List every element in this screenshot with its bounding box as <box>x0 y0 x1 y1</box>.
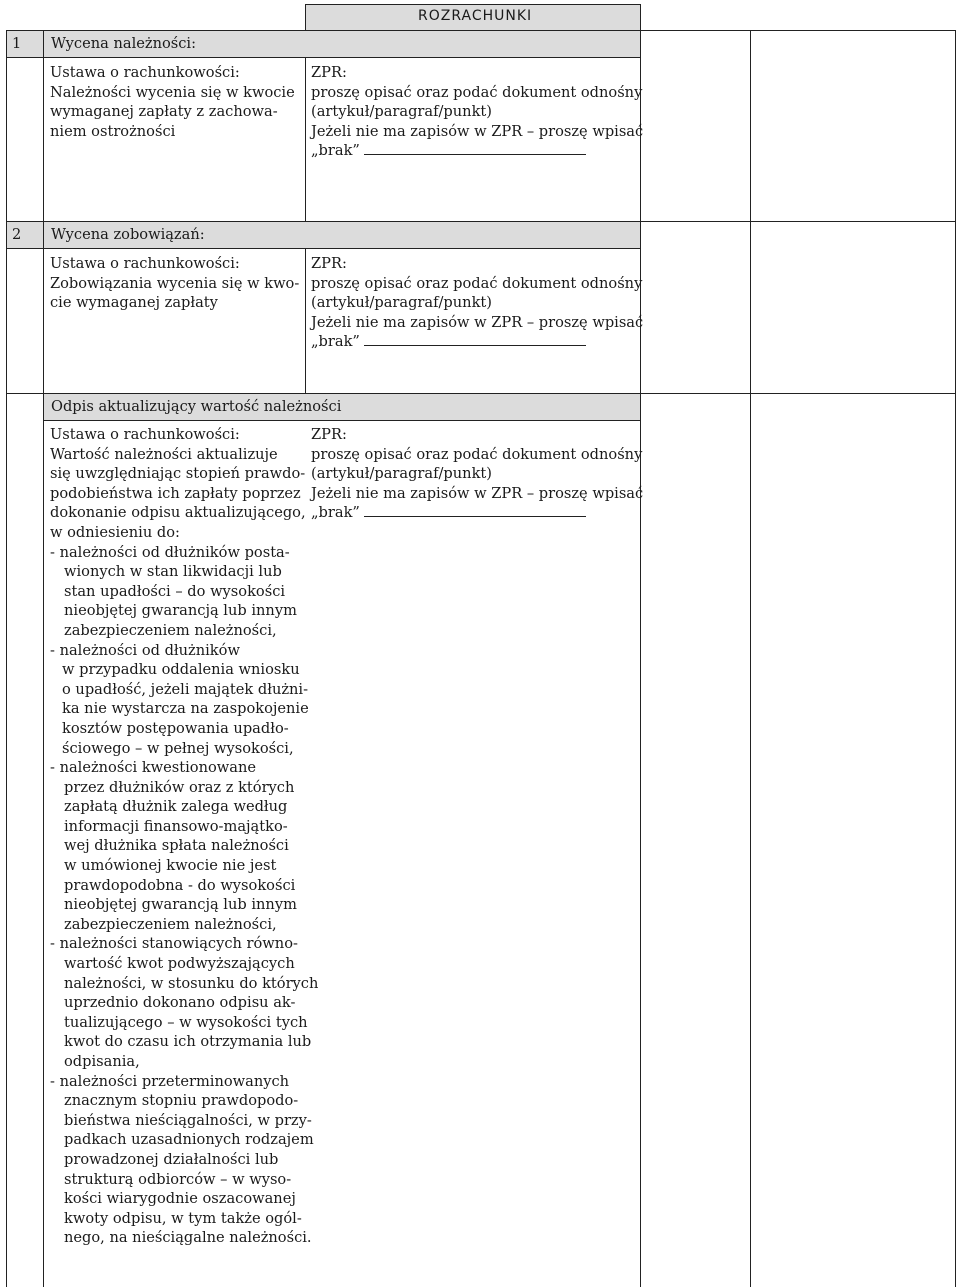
zpr-brak: „brak” <box>311 142 360 160</box>
ustawa-line: niem ostrożności <box>50 122 176 140</box>
list-item-cont: w przypadku oddalenia wniosku <box>62 661 300 679</box>
list-item-cont: zabezpieczeniem należności, <box>64 621 277 639</box>
ustawa-line: Wartość należności aktualizuje <box>50 445 278 463</box>
ustawa-line: Zobowiązania wycenia się w kwo- <box>50 274 300 292</box>
ustawa-label: Ustawa o rachunkowości: <box>50 426 240 443</box>
ustawa-line: się uwzględniając stopień prawdo- <box>50 465 306 483</box>
list-item-cont: nieobjętej gwarancją lub innym <box>64 602 297 620</box>
zpr-line: proszę opisać oraz podać dokument odnośny <box>311 274 643 292</box>
zpr-line: (artykuł/paragraf/punkt) <box>311 294 492 312</box>
rule <box>43 30 44 1287</box>
rule <box>6 221 955 222</box>
section2-number: 2 <box>12 226 22 243</box>
list-item-cont: kosztów postępowania upadło- <box>62 719 289 737</box>
zpr-line: (artykuł/paragraf/punkt) <box>311 465 492 483</box>
list-item-cont: informacji finansowo-majątko- <box>64 817 288 835</box>
list-item-cont: kości wiarygodnie oszacowanej <box>64 1190 296 1208</box>
rule <box>305 57 306 221</box>
zpr-line: proszę opisać oraz podać dokument odnośny <box>311 83 643 101</box>
section1-number: 1 <box>12 35 22 52</box>
zpr-brak: „brak” <box>311 504 360 522</box>
list-item-cont: znacznym stopniu prawdopodo- <box>64 1092 299 1110</box>
list-item-cont: bieństwa nieściągalności, w przy- <box>64 1111 312 1129</box>
ustawa-line: wymaganej zapłaty z zachowa- <box>50 103 278 121</box>
rule <box>750 30 751 1287</box>
rule <box>305 4 306 30</box>
zpr-line: Jeżeli nie ma zapisów w ZPR – proszę wpisać <box>311 122 644 140</box>
ustawa-label: Ustawa o rachunkowości: <box>50 255 240 272</box>
list-item-cont: tualizującego – w wysokości tych <box>64 1013 308 1031</box>
rule <box>6 393 955 394</box>
zpr-label: ZPR: <box>311 255 347 272</box>
list-item-cont: kwoty odpisu, w tym także ogól- <box>64 1209 302 1227</box>
zpr-brak: „brak” <box>311 333 360 351</box>
list-item-cont: w umówionej kwocie nie jest <box>64 857 277 875</box>
section2-zpr <box>311 254 643 352</box>
list-item-cont: należności, w stosunku do których <box>64 974 319 992</box>
section2-title: Wycena zobowiązań: <box>51 226 205 243</box>
ustawa-line: w odniesieniu do: <box>50 523 180 541</box>
list-item-cont: nego, na nieściągalne należności. <box>64 1229 312 1247</box>
list-item-cont: przez dłużników oraz z których <box>64 778 295 796</box>
zpr-label: ZPR: <box>311 64 347 81</box>
list-item-cont: strukturą odbiorców – w wyso- <box>64 1170 292 1188</box>
list-item: - należności od dłużników posta- <box>50 543 290 561</box>
list-item-cont: nieobjętej gwarancją lub innym <box>64 896 297 914</box>
list-item: - należności od dłużników <box>50 641 240 659</box>
list-item-cont: odpisania, <box>64 1053 140 1070</box>
rule <box>43 420 640 421</box>
section1-title: Wycena należności: <box>51 35 196 52</box>
zpr-line: (artykuł/paragraf/punkt) <box>311 103 492 121</box>
list-item-cont: wej dłużnika spłata należności <box>64 837 289 855</box>
section3-zpr <box>311 425 643 523</box>
rule <box>6 57 640 58</box>
fill-in-line[interactable] <box>364 345 586 346</box>
list-item-cont: kwot do czasu ich otrzymania lub <box>64 1033 312 1051</box>
list-item-cont: ka nie wystarcza na zaspokojenie <box>62 700 309 718</box>
rule <box>955 30 956 1287</box>
list-item-cont: o upadłość, jeżeli majątek dłużni- <box>62 680 309 698</box>
list-item-cont: prowadzonej działalności lub <box>64 1150 279 1168</box>
list-item: - należności stanowiących równo- <box>50 935 298 953</box>
rule <box>6 30 955 31</box>
header-title: ROZRACHUNKI <box>418 8 533 24</box>
zpr-line: proszę opisać oraz podać dokument odnośny <box>311 445 643 463</box>
ustawa-line: cie wymaganej zapłaty <box>50 294 218 312</box>
zpr-label: ZPR: <box>311 426 347 443</box>
section2-ustawa <box>50 254 299 313</box>
list-item-cont: ściowego – w pełnej wysokości, <box>62 739 294 757</box>
rule <box>305 4 640 5</box>
list-item: - należności przeterminowanych <box>50 1072 290 1090</box>
list-item-cont: zapłatą dłużnik zalega według <box>64 798 288 816</box>
ustawa-label: Ustawa o rachunkowości: <box>50 64 240 81</box>
section3-ustawa <box>50 425 318 1248</box>
list-item: - należności kwestionowane <box>50 759 257 777</box>
rule <box>6 248 640 249</box>
list-item-cont: padkach uzasadnionych rodzajem <box>64 1131 314 1149</box>
list-item-cont: wionych w stan likwidacji lub <box>64 563 282 581</box>
rule <box>305 248 306 393</box>
ustawa-line: Należności wycenia się w kwocie <box>50 83 295 101</box>
list-item-cont: prawdopodobna - do wysokości <box>64 876 296 894</box>
section1-zpr <box>311 63 643 161</box>
fill-in-line[interactable] <box>364 154 586 155</box>
section1-ustawa <box>50 63 295 141</box>
section3-title: Odpis aktualizujący wartość należności <box>51 398 342 415</box>
rule <box>6 393 7 1287</box>
zpr-line: Jeżeli nie ma zapisów w ZPR – proszę wpisać <box>311 313 644 331</box>
ustawa-line: dokonanie odpisu aktualizującego, <box>50 504 306 522</box>
list-item-cont: stan upadłości – do wysokości <box>64 582 286 600</box>
rule <box>640 4 641 1287</box>
ustawa-line: podobieństwa ich zapłaty poprzez <box>50 484 301 502</box>
rule <box>6 30 7 393</box>
list-item-cont: uprzednio dokonano odpisu ak- <box>64 994 296 1012</box>
fill-in-line[interactable] <box>364 516 586 517</box>
list-item-cont: wartość kwot podwyższających <box>64 955 295 973</box>
list-item-cont: zabezpieczeniem należności, <box>64 915 277 933</box>
zpr-line: Jeżeli nie ma zapisów w ZPR – proszę wpisać <box>311 484 644 502</box>
